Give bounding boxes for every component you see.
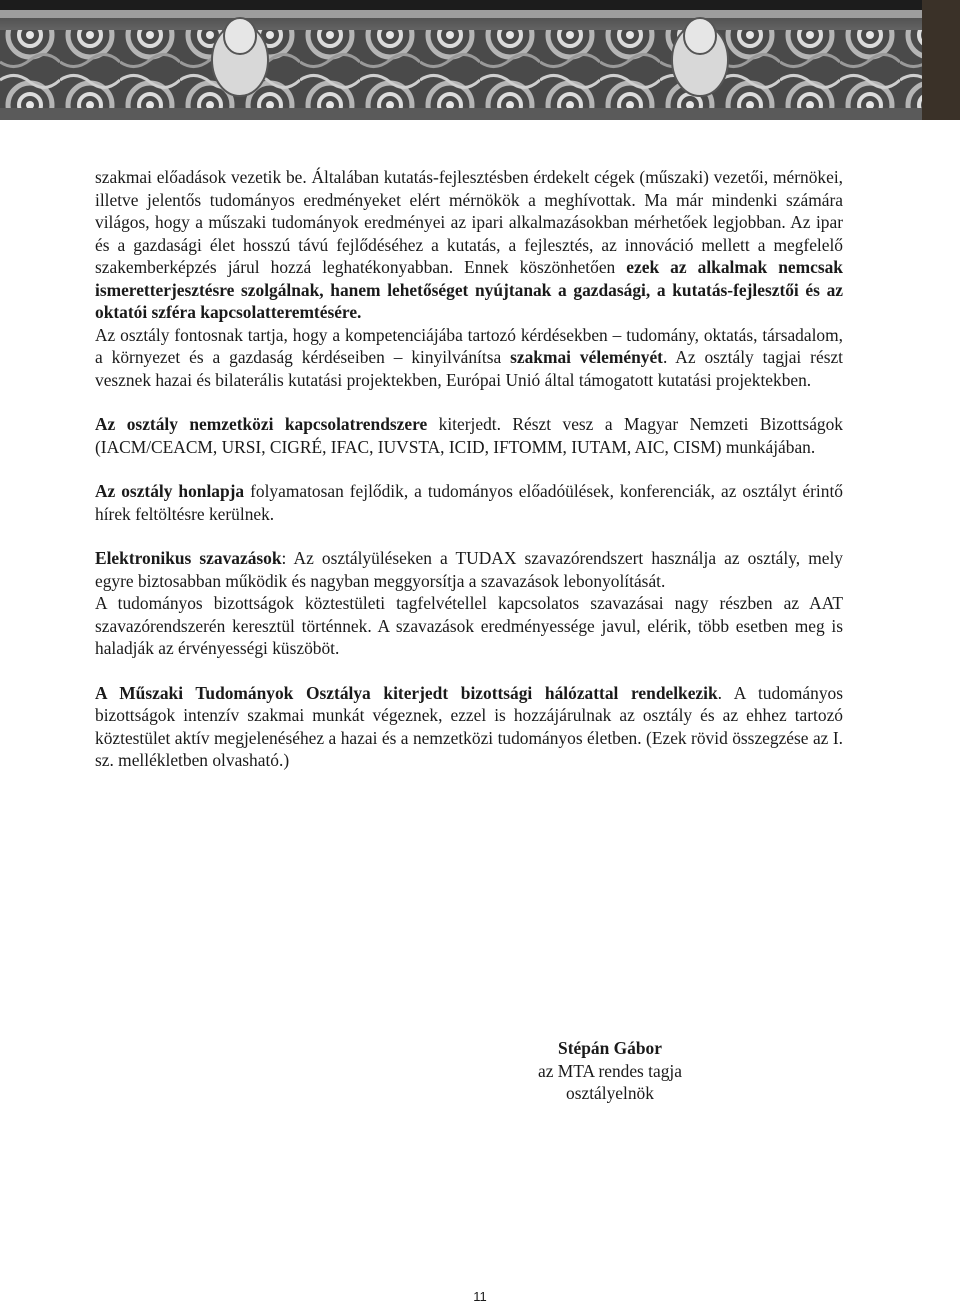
paragraph: Elektronikus szavazások: Az osztályüléseken a TUDAX szavazórendszert használja az osztály, mely egyre biztosabban működik és nagyban meggyorsítja a szavazások lebonyolítását. bbox=[95, 548, 844, 591]
paragraph: A tudományos bizottságok köztestületi tagfelvétellel kapcsolatos szavazásai nagy részben az AAT szavazórendszerén keresztül történnek. A szavazások eredményessége javul, elérik, több esetben meg is haladják az érvényességi küszöböt. bbox=[95, 593, 843, 658]
paragraph: szakmai előadások vezetik be. Általában kutatás-fejlesztésben érdekelt cégek (műszaki) vezetői, mérnökei, illetve jelentős tudományos eredményeket elért mérnökök a meghívottak. Ma már mindenki számára világos, hogy a műszaki tudományok eredményei az ipari alkalmazásokban mérhetőek legjobban. Az ipar és a gazdasági élet hosszú távú fejlődéséhez a kutatás, a fejlesztés, az innováció mellett a megfelelő szakemberképzés járul hozzá leghatékonyabban. Ennek köszönhetően ezek az alkalmak nemcsak ismeretterjesztésre szolgálnak, hanem lehetőséget nyújtanak a gazdasági, a kutatás-fejlesztői és az oktatói szféra kapcsolatteremtésére. bbox=[95, 167, 843, 322]
signature-title: osztályelnök bbox=[566, 1083, 654, 1103]
paragraph: Az osztály honlapja folyamatosan fejlődik, a tudományos előadóülések, konferenciák, az osztályt érintő hírek feltöltésre kerülnek. bbox=[95, 481, 843, 524]
paragraph: Az osztály nemzetközi kapcsolatrendszere kiterjedt. Részt vesz a Magyar Nemzeti Bizottságok (IACM/CEACM, URSI, CIGRÉ, IFAC, IUVSTA, ICID, IFTOMM, IUTAM, AIC, CISM) munkájában. bbox=[95, 414, 843, 457]
body-text bbox=[95, 166, 843, 772]
signature-block bbox=[480, 1037, 740, 1105]
signature-role: az MTA rendes tagja bbox=[538, 1060, 682, 1081]
paragraph: A Műszaki Tudományok Osztálya kiterjedt bizottsági hálózattal rendelkezik. A tudományos bizottságok intenzív szakmai munkát végeznek, ezzel is hozzájárulnak az osztály és az ehhez tartozó köztestület aktív megjelenéséhez a hazai és a nemzetközi tudományos életben. (Ezek rövid összegzése az I. sz. mellékletben olvasható.) bbox=[95, 682, 843, 770]
page-number: 11 bbox=[473, 1289, 487, 1304]
ornamental-frieze-image bbox=[0, 0, 960, 120]
paragraph: Az osztály fontosnak tartja, hogy a kompetenciájába tartozó kérdésekben – tudomány, oktatás, társadalom, a környezet és a gazdaság kérdéseiben – kinyilvánítsa szakmai véleményét. Az osztály tagjai részt vesznek hazai és bilaterális kutatási projektekben, Európai Unió által támogatott kutatási projektekben. bbox=[95, 324, 844, 390]
signature-name: Stépán Gábor bbox=[558, 1038, 662, 1058]
